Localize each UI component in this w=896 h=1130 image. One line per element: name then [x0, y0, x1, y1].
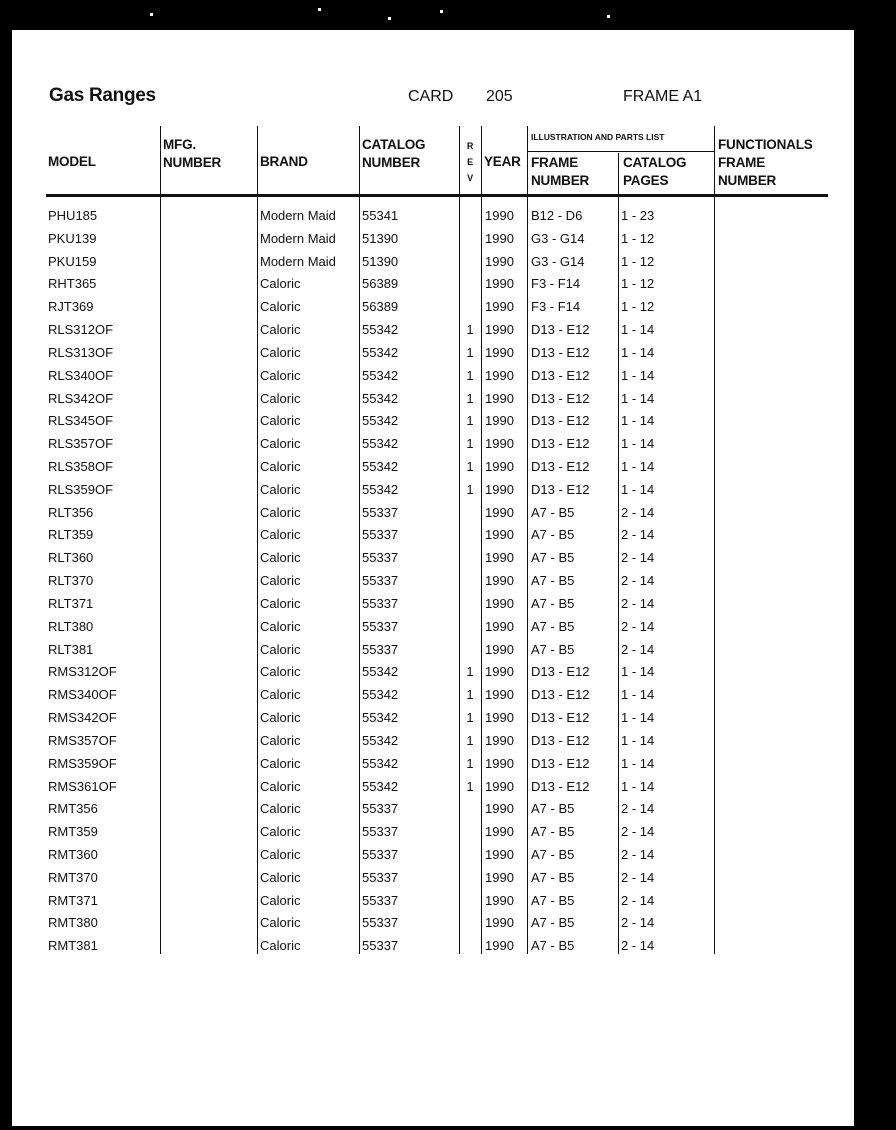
frame-number-cell: G3 - G14: [531, 253, 585, 269]
table-row: [12, 547, 854, 569]
header-pages-line1: CATALOG: [623, 155, 687, 170]
catalog-number-cell: 55337: [362, 869, 399, 885]
brand-cell: Caloric: [260, 687, 301, 703]
table-row: [12, 821, 854, 843]
table-row: [12, 479, 854, 501]
catalog-number-cell: 51390: [362, 253, 399, 269]
brand-cell: Caloric: [260, 778, 301, 794]
brand-cell: Caloric: [260, 276, 301, 292]
catalog-number-cell: 56389: [362, 276, 399, 292]
rev-cell: 1: [466, 732, 474, 748]
year-cell: 1990: [485, 299, 514, 315]
catalog-pages-cell: 1 - 14: [621, 481, 655, 497]
catalog-pages-cell: 1 - 12: [621, 253, 655, 269]
brand-cell: Modern Maid: [260, 230, 336, 246]
catalog-pages-cell: 1 - 14: [621, 322, 655, 338]
brand-cell: Caloric: [260, 527, 301, 543]
model-cell: RMS312OF: [48, 664, 117, 680]
brand-cell: Caloric: [260, 344, 301, 360]
catalog-pages-cell: 1 - 23: [621, 208, 655, 223]
table-row: [12, 410, 854, 432]
brand-cell: Caloric: [260, 664, 301, 680]
frame-number-cell: A7 - B5: [531, 801, 575, 817]
table-row: [12, 251, 854, 273]
model-cell: RMT359: [48, 824, 98, 840]
year-cell: 1990: [485, 869, 514, 885]
catalog-number-cell: 55337: [362, 915, 399, 931]
rev-cell: 1: [466, 436, 474, 452]
model-cell: PKU139: [48, 230, 97, 246]
rev-cell: 1: [466, 322, 474, 338]
year-cell: 1990: [485, 618, 514, 634]
frame-number-cell: D13 - E12: [531, 710, 590, 726]
catalog-pages-cell: 2 - 14: [621, 938, 655, 954]
brand-cell: Caloric: [260, 824, 301, 840]
catalog-number-cell: 55342: [362, 322, 399, 338]
catalog-number-cell: 55337: [362, 641, 399, 657]
rev-cell: 1: [466, 755, 474, 771]
model-cell: RLT356: [48, 504, 94, 520]
header-catalog-line1: CATALOG: [362, 137, 426, 152]
model-cell: RLS359OF: [48, 481, 114, 497]
model-cell: RMT360: [48, 846, 98, 862]
card-number: 205: [486, 88, 513, 105]
table-row: [12, 730, 854, 752]
scan-speck: [150, 13, 153, 16]
catalog-number-cell: 55342: [362, 413, 399, 429]
table-row: [12, 296, 854, 318]
year-cell: 1990: [485, 230, 514, 246]
rev-cell: 1: [466, 367, 474, 383]
frame-number-cell: D13 - E12: [531, 413, 590, 429]
table-row: [12, 228, 854, 250]
frame-number-cell: B12 - D6: [531, 208, 583, 223]
frame-number-cell: D13 - E12: [531, 322, 590, 338]
year-cell: 1990: [485, 390, 514, 406]
table-row: [12, 388, 854, 410]
model-cell: PHU185: [48, 208, 98, 223]
catalog-pages-cell: 2 - 14: [621, 846, 655, 862]
frame-number-cell: D13 - E12: [531, 687, 590, 703]
catalog-pages-cell: 1 - 14: [621, 459, 655, 475]
rev-cell: 1: [466, 664, 474, 680]
frame-number-cell: D13 - E12: [531, 778, 590, 794]
model-cell: RLT370: [48, 573, 94, 589]
catalog-pages-cell: 1 - 12: [621, 299, 655, 315]
year-cell: 1990: [485, 732, 514, 748]
model-cell: RMS342OF: [48, 710, 117, 726]
model-cell: RLT360: [48, 550, 94, 566]
frame-number-cell: D13 - E12: [531, 459, 590, 475]
table-row: [12, 319, 854, 341]
catalog-number-cell: 55342: [362, 436, 399, 452]
header-frame-line2: NUMBER: [531, 173, 590, 188]
catalog-number-cell: 55337: [362, 527, 399, 543]
header-functionals-line2: FRAME: [718, 155, 765, 170]
header-frame-line1: FRAME: [531, 155, 578, 170]
frame-number-cell: A7 - B5: [531, 846, 575, 862]
year-cell: 1990: [485, 778, 514, 794]
model-cell: RLT371: [48, 595, 94, 611]
illustration-group-underline: [528, 151, 714, 152]
year-cell: 1990: [485, 413, 514, 429]
model-cell: RLT380: [48, 618, 94, 634]
frame-label: FRAME A1: [623, 88, 703, 105]
brand-cell: Caloric: [260, 892, 301, 908]
table-row: [12, 798, 854, 820]
frame-number-cell: A7 - B5: [531, 915, 575, 931]
model-cell: RMT356: [48, 801, 98, 817]
model-cell: RLT381: [48, 641, 94, 657]
year-cell: 1990: [485, 641, 514, 657]
frame-number-cell: G3 - G14: [531, 230, 585, 246]
brand-cell: Caloric: [260, 846, 301, 862]
year-cell: 1990: [485, 846, 514, 862]
scan-speck: [440, 10, 443, 13]
catalog-pages-cell: 2 - 14: [621, 595, 655, 611]
table-row: [12, 365, 854, 387]
frame-number-cell: D13 - E12: [531, 390, 590, 406]
table-row: [12, 753, 854, 775]
brand-cell: Caloric: [260, 710, 301, 726]
scan-speck: [318, 8, 321, 11]
scan-speck: [607, 15, 610, 18]
frame-number-cell: A7 - B5: [531, 869, 575, 885]
rev-cell: 1: [466, 710, 474, 726]
catalog-pages-cell: 2 - 14: [621, 869, 655, 885]
catalog-pages-cell: 1 - 14: [621, 778, 655, 794]
brand-cell: Caloric: [260, 390, 301, 406]
model-cell: RLT359: [48, 527, 94, 543]
catalog-number-cell: 55337: [362, 618, 399, 634]
header-mfg-line2: NUMBER: [163, 155, 222, 170]
header-illustration-group: ILLUSTRATION AND PARTS LIST: [531, 132, 665, 142]
brand-cell: Caloric: [260, 641, 301, 657]
catalog-number-cell: 56389: [362, 299, 399, 315]
model-cell: RMT381: [48, 938, 98, 954]
catalog-number-cell: 55337: [362, 550, 399, 566]
header-rev-r: R: [466, 141, 474, 151]
catalog-number-cell: 55342: [362, 459, 399, 475]
table-row: [12, 661, 854, 683]
frame-number-cell: D13 - E12: [531, 481, 590, 497]
frame-number-cell: A7 - B5: [531, 618, 575, 634]
catalog-pages-cell: 2 - 14: [621, 618, 655, 634]
brand-cell: Caloric: [260, 869, 301, 885]
frame-number-cell: D13 - E12: [531, 436, 590, 452]
frame-number-cell: A7 - B5: [531, 527, 575, 543]
table-row: [12, 205, 854, 227]
model-cell: RMT380: [48, 915, 98, 931]
header-mfg-line1: MFG.: [163, 137, 196, 152]
header-catalog-number: [362, 136, 425, 172]
catalog-number-cell: 55342: [362, 687, 399, 703]
brand-cell: Caloric: [260, 550, 301, 566]
model-cell: RJT369: [48, 299, 94, 315]
catalog-pages-cell: 1 - 14: [621, 732, 655, 748]
brand-cell: Caloric: [260, 481, 301, 497]
year-cell: 1990: [485, 459, 514, 475]
model-cell: RMS340OF: [48, 687, 117, 703]
catalog-number-cell: 51390: [362, 230, 399, 246]
model-cell: RMT371: [48, 892, 98, 908]
brand-cell: Caloric: [260, 504, 301, 520]
catalog-pages-cell: 2 - 14: [621, 527, 655, 543]
brand-cell: Caloric: [260, 413, 301, 429]
year-cell: 1990: [485, 915, 514, 931]
header-functionals-line1: FUNCTIONALS: [718, 137, 813, 152]
catalog-number-cell: 55342: [362, 664, 399, 680]
catalog-pages-cell: 2 - 14: [621, 824, 655, 840]
brand-cell: Caloric: [260, 436, 301, 452]
header-brand: BRAND: [260, 154, 308, 169]
catalog-number-cell: 55337: [362, 573, 399, 589]
year-cell: 1990: [485, 892, 514, 908]
catalog-pages-cell: 1 - 14: [621, 755, 655, 771]
model-cell: RLS358OF: [48, 459, 114, 475]
brand-cell: Caloric: [260, 367, 301, 383]
year-cell: 1990: [485, 527, 514, 543]
brand-cell: Caloric: [260, 618, 301, 634]
catalog-number-cell: 55342: [362, 367, 399, 383]
year-cell: 1990: [485, 664, 514, 680]
catalog-pages-cell: 2 - 14: [621, 915, 655, 931]
catalog-pages-cell: 2 - 14: [621, 801, 655, 817]
model-cell: RLS357OF: [48, 436, 114, 452]
brand-cell: Caloric: [260, 732, 301, 748]
table-row: [12, 502, 854, 524]
header-year: YEAR: [484, 154, 521, 169]
catalog-number-cell: 55337: [362, 846, 399, 862]
table-row: [12, 844, 854, 866]
table-row: [12, 867, 854, 889]
year-cell: 1990: [485, 276, 514, 292]
table-row: [12, 776, 854, 798]
brand-cell: Caloric: [260, 915, 301, 931]
brand-cell: Caloric: [260, 755, 301, 771]
header-functionals: [718, 136, 813, 190]
catalog-number-cell: 55337: [362, 504, 399, 520]
year-cell: 1990: [485, 208, 514, 223]
header-functionals-line3: NUMBER: [718, 173, 777, 188]
catalog-number-cell: 55337: [362, 892, 399, 908]
catalog-number-cell: 55337: [362, 801, 399, 817]
model-cell: RMS357OF: [48, 732, 117, 748]
frame-number-cell: D13 - E12: [531, 344, 590, 360]
header-mfg-number: [163, 136, 221, 172]
header-rev-e: E: [467, 157, 473, 167]
rev-cell: 1: [466, 481, 474, 497]
table-row: [12, 912, 854, 934]
catalog-pages-cell: 1 - 14: [621, 367, 655, 383]
year-cell: 1990: [485, 687, 514, 703]
frame-number-cell: A7 - B5: [531, 595, 575, 611]
header-pages-line2: PAGES: [623, 173, 669, 188]
scan-speck: [388, 17, 391, 20]
document-title: Gas Ranges: [49, 85, 156, 106]
model-cell: PKU159: [48, 253, 97, 269]
model-cell: RLS342OF: [48, 390, 114, 406]
header-catalog-line2: NUMBER: [362, 155, 421, 170]
catalog-pages-cell: 1 - 12: [621, 276, 655, 292]
year-cell: 1990: [485, 824, 514, 840]
model-cell: RMS361OF: [48, 778, 117, 794]
catalog-number-cell: 55342: [362, 390, 399, 406]
rev-cell: 1: [466, 687, 474, 703]
catalog-number-cell: 55342: [362, 778, 399, 794]
brand-cell: Caloric: [260, 938, 301, 954]
catalog-pages-cell: 1 - 14: [621, 344, 655, 360]
frame-number-cell: A7 - B5: [531, 824, 575, 840]
table-row: [12, 890, 854, 912]
brand-cell: Caloric: [260, 573, 301, 589]
year-cell: 1990: [485, 481, 514, 497]
year-cell: 1990: [485, 322, 514, 338]
catalog-number-cell: 55342: [362, 732, 399, 748]
frame-number-cell: A7 - B5: [531, 504, 575, 520]
catalog-pages-cell: 1 - 14: [621, 687, 655, 703]
header-rev: [464, 138, 476, 186]
catalog-number-cell: 55342: [362, 344, 399, 360]
year-cell: 1990: [485, 367, 514, 383]
catalog-number-cell: 55341: [362, 208, 399, 223]
frame-number-cell: A7 - B5: [531, 573, 575, 589]
catalog-pages-cell: 1 - 14: [621, 436, 655, 452]
frame-number-cell: A7 - B5: [531, 641, 575, 657]
header-divider: [46, 194, 828, 197]
frame-number-cell: F3 - F14: [531, 299, 581, 315]
frame-number-cell: F3 - F14: [531, 276, 581, 292]
catalog-number-cell: 55342: [362, 710, 399, 726]
frame-number-cell: D13 - E12: [531, 755, 590, 771]
table-row: [12, 593, 854, 615]
brand-cell: Caloric: [260, 459, 301, 475]
catalog-number-cell: 55337: [362, 595, 399, 611]
rev-cell: 1: [466, 413, 474, 429]
table-row: [12, 433, 854, 455]
catalog-pages-cell: 1 - 14: [621, 413, 655, 429]
frame-number-cell: A7 - B5: [531, 550, 575, 566]
year-cell: 1990: [485, 436, 514, 452]
table-row: [12, 935, 854, 957]
year-cell: 1990: [485, 253, 514, 269]
frame-number-cell: D13 - E12: [531, 732, 590, 748]
year-cell: 1990: [485, 573, 514, 589]
header-catalog-pages: [623, 154, 686, 190]
model-cell: RLS313OF: [48, 344, 114, 360]
brand-cell: Caloric: [260, 322, 301, 338]
year-cell: 1990: [485, 504, 514, 520]
table-row: [12, 616, 854, 638]
brand-cell: Modern Maid: [260, 253, 336, 269]
brand-cell: Caloric: [260, 801, 301, 817]
header-rev-v: V: [467, 173, 473, 183]
catalog-number-cell: 55342: [362, 481, 399, 497]
model-cell: RHT365: [48, 276, 97, 292]
table-row: [12, 570, 854, 592]
frame-number-cell: D13 - E12: [531, 367, 590, 383]
catalog-number-cell: 55342: [362, 755, 399, 771]
year-cell: 1990: [485, 755, 514, 771]
rev-cell: 1: [466, 778, 474, 794]
catalog-pages-cell: 1 - 14: [621, 390, 655, 406]
table-row: [12, 639, 854, 661]
header-frame-number: [531, 154, 589, 190]
catalog-pages-cell: 2 - 14: [621, 641, 655, 657]
year-cell: 1990: [485, 550, 514, 566]
table-row: [12, 684, 854, 706]
catalog-number-cell: 55337: [362, 938, 399, 954]
brand-cell: Caloric: [260, 299, 301, 315]
model-cell: RLS312OF: [48, 322, 114, 338]
frame-number-cell: A7 - B5: [531, 892, 575, 908]
rev-cell: 1: [466, 390, 474, 406]
header-model: MODEL: [48, 154, 96, 169]
catalog-pages-cell: 1 - 14: [621, 710, 655, 726]
table-row: [12, 524, 854, 546]
year-cell: 1990: [485, 710, 514, 726]
rev-cell: 1: [466, 459, 474, 475]
model-cell: RLS340OF: [48, 367, 114, 383]
catalog-pages-cell: 1 - 14: [621, 664, 655, 680]
table-row: [12, 273, 854, 295]
catalog-number-cell: 55337: [362, 824, 399, 840]
brand-cell: Caloric: [260, 595, 301, 611]
model-cell: RMT370: [48, 869, 98, 885]
year-cell: 1990: [485, 344, 514, 360]
catalog-pages-cell: 1 - 12: [621, 230, 655, 246]
frame-number-cell: A7 - B5: [531, 938, 575, 954]
catalog-pages-cell: 2 - 14: [621, 550, 655, 566]
rev-cell: 1: [466, 344, 474, 360]
frame-number-cell: D13 - E12: [531, 664, 590, 680]
model-cell: RLS345OF: [48, 413, 114, 429]
catalog-pages-cell: 2 - 14: [621, 504, 655, 520]
year-cell: 1990: [485, 595, 514, 611]
year-cell: 1990: [485, 801, 514, 817]
card-label: CARD: [408, 88, 454, 105]
catalog-pages-cell: 2 - 14: [621, 892, 655, 908]
table-row: [12, 342, 854, 364]
table-row: [12, 707, 854, 729]
year-cell: 1990: [485, 938, 514, 954]
catalog-pages-cell: 2 - 14: [621, 573, 655, 589]
model-cell: RMS359OF: [48, 755, 117, 771]
document-page: [12, 30, 854, 1126]
table-row: [12, 456, 854, 478]
brand-cell: Modern Maid: [260, 208, 336, 223]
